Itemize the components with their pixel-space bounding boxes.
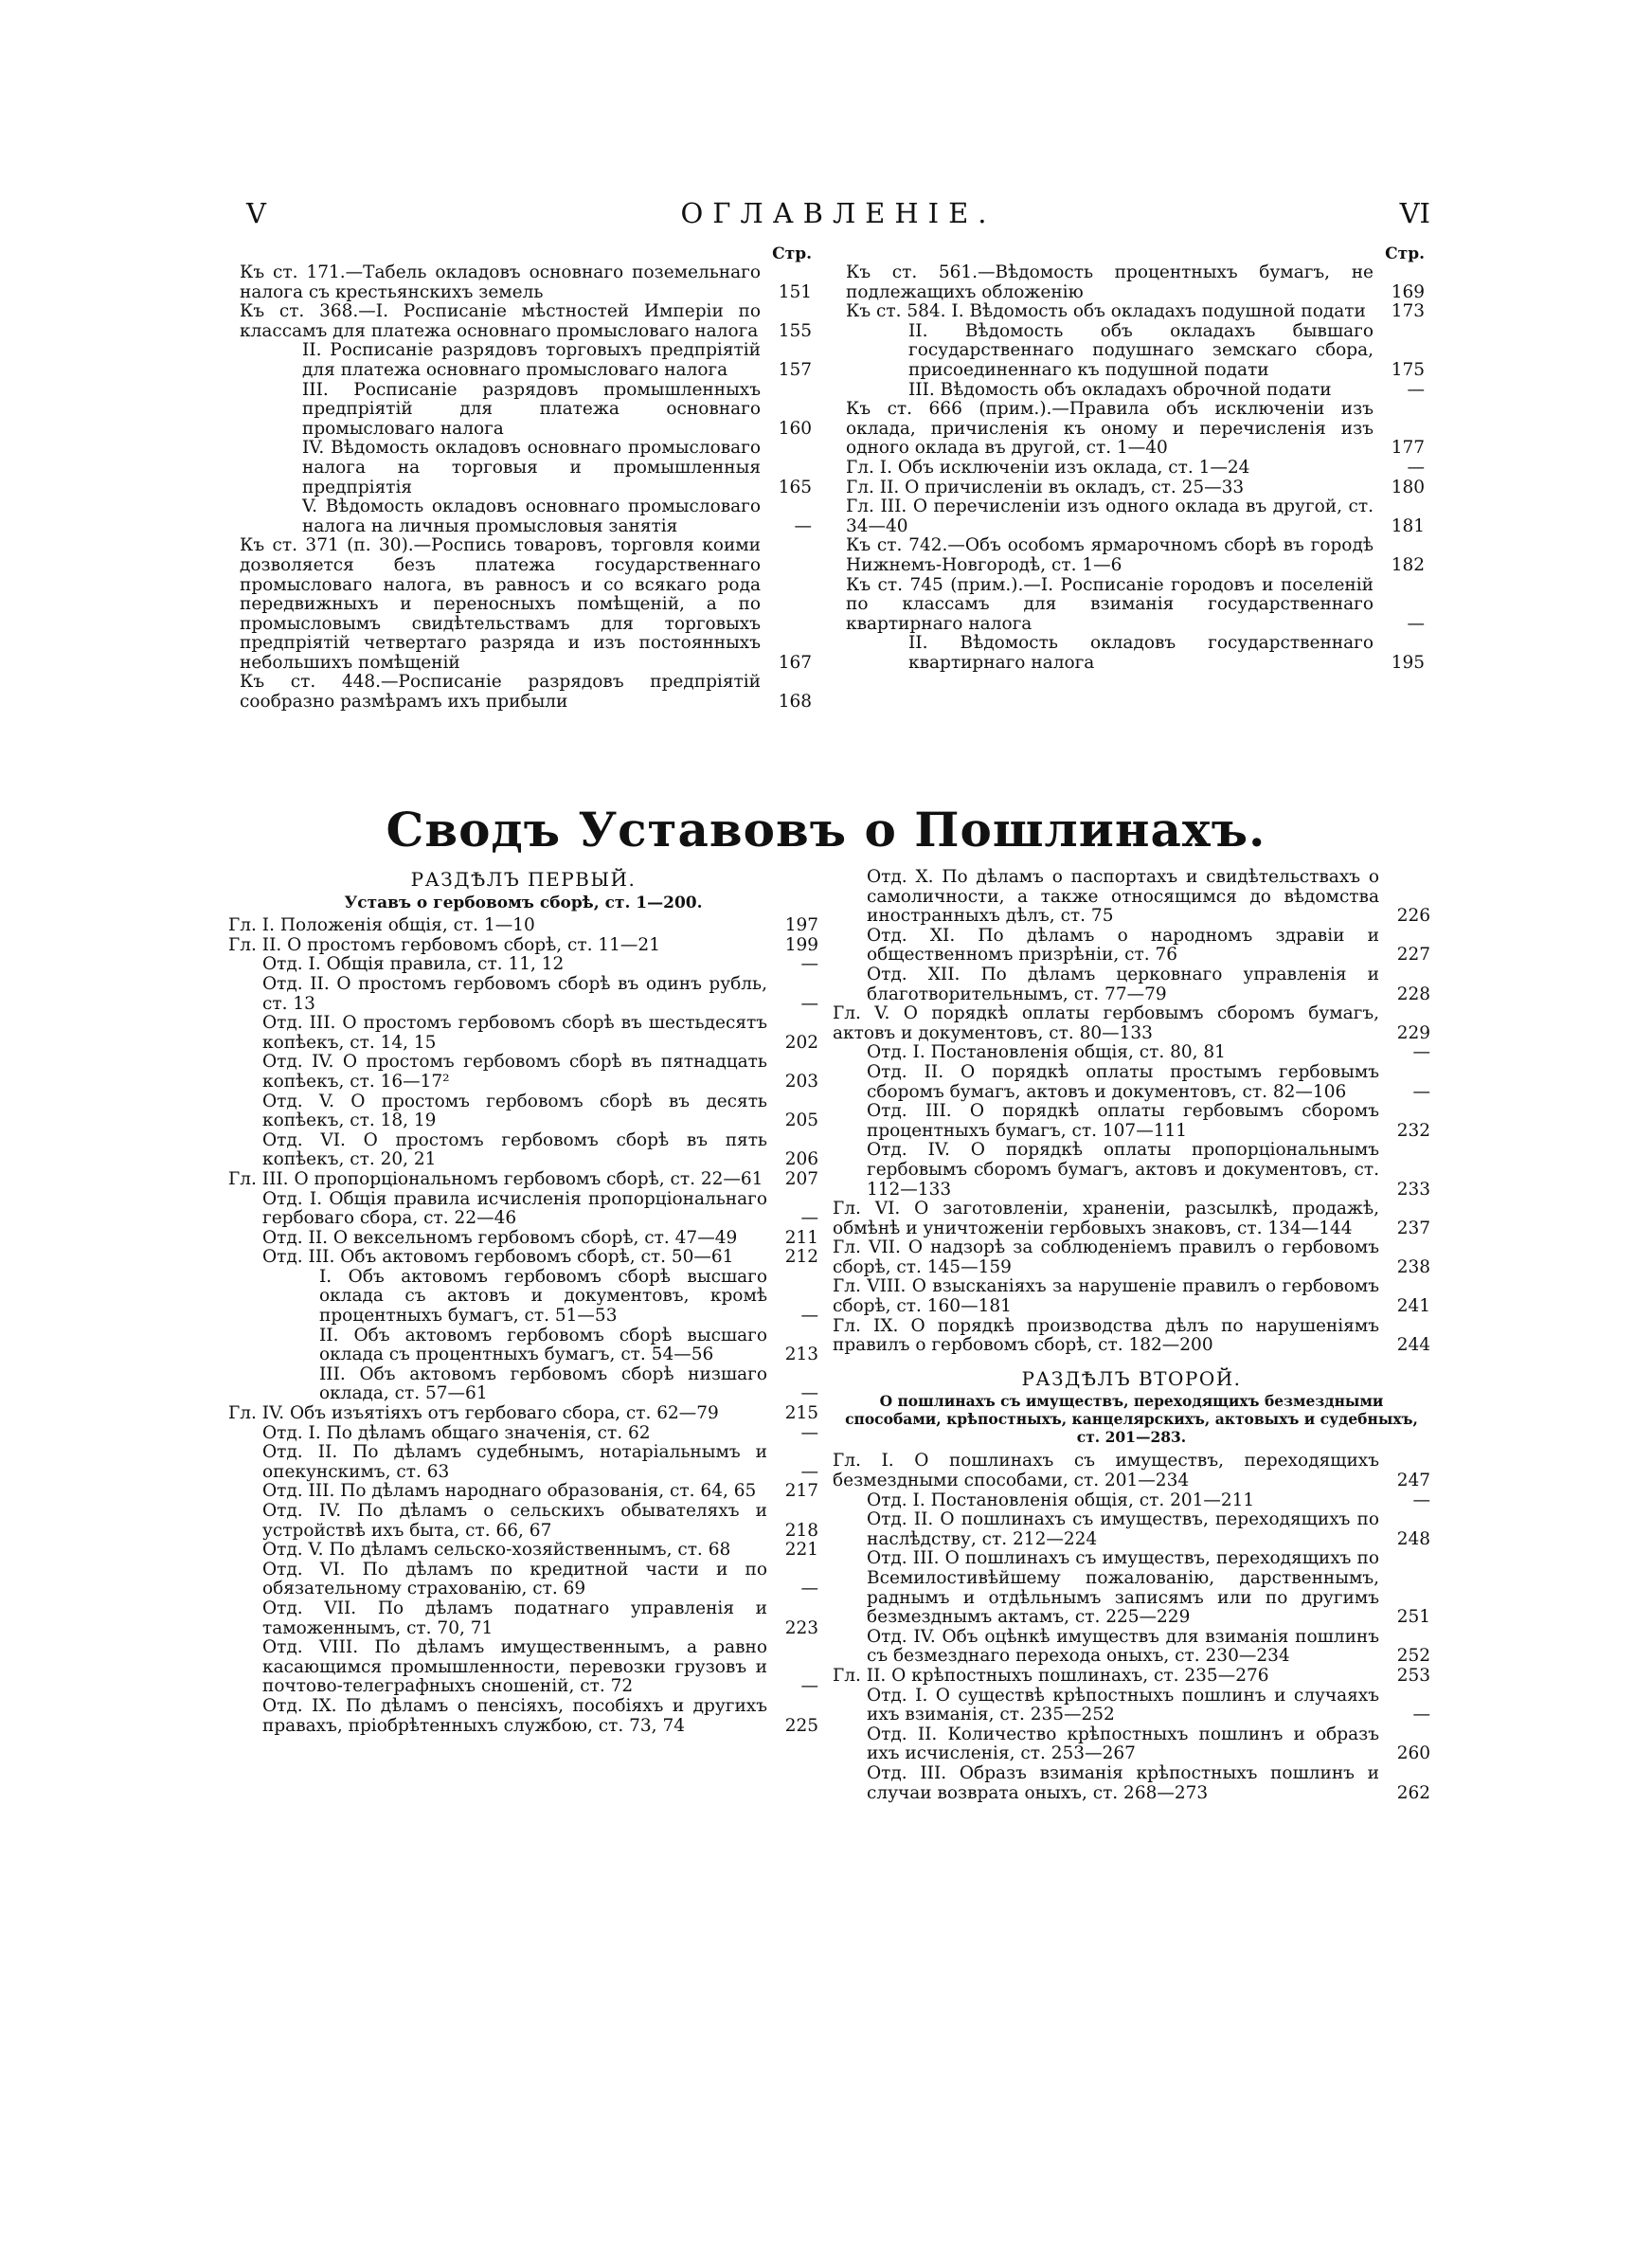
toc-entry xyxy=(240,536,812,673)
toc-entry xyxy=(240,673,812,712)
page-column-label: Стр. xyxy=(772,244,812,263)
page-number-right: VI xyxy=(1399,197,1430,229)
toc-entry-title: Отд. IV. Объ оцѣнкѣ имуществъ для взиманія пошлинъ съ безмезднаго перехода оныхъ, ст. 230—234 xyxy=(867,1626,1379,1667)
section-subtitle: О пошлинахъ съ имуществъ, переходящихъ безмездными способами, крѣпостныхъ, канцелярскихъ, актовыхъ и судебныхъ, ст. 201—283. xyxy=(845,1392,1418,1447)
toc-entry xyxy=(846,459,1425,478)
toc-entry-page: 195 xyxy=(1391,652,1425,673)
toc-entry-page: — xyxy=(1412,1042,1430,1063)
toc-entry-page: 169 xyxy=(1391,281,1425,302)
toc-entry-page: 180 xyxy=(1391,477,1425,497)
toc-entry-page: 168 xyxy=(778,692,812,713)
toc-entry-page: 207 xyxy=(784,1168,818,1189)
toc-entry xyxy=(833,1063,1430,1102)
toc-entry xyxy=(833,1004,1430,1043)
toc-entry-page: 199 xyxy=(784,934,818,955)
toc-entry xyxy=(228,1502,818,1541)
toc-entry xyxy=(228,1443,818,1482)
toc-entry xyxy=(228,955,818,975)
toc-entry-page: 177 xyxy=(1391,438,1425,459)
toc-entry xyxy=(228,936,818,956)
toc-entry-title: Отд. IV. По дѣламъ о сельскихъ обывателяхъ и устройствѣ ихъ быта, ст. 66, 67 xyxy=(262,1501,767,1541)
toc-entry xyxy=(833,1687,1430,1725)
toc-entry-title: Гл. III. О перечисленіи изъ одного оклада въ другой, ст. 34—40 xyxy=(846,497,1374,536)
toc-entry xyxy=(228,1424,818,1444)
toc-entry-page: — xyxy=(1412,1490,1430,1510)
toc-entry xyxy=(228,1638,818,1697)
toc-entry xyxy=(833,1452,1430,1490)
toc-entry xyxy=(228,1229,818,1249)
toc-entry xyxy=(228,1482,818,1502)
toc-list xyxy=(833,868,1430,1356)
toc-entry-title: II. Объ актовомъ гербовомъ сборѣ высшаго оклада съ процентныхъ бумагъ, ст. 54—56 xyxy=(319,1325,767,1365)
toc-entry-page: 238 xyxy=(1396,1256,1430,1277)
toc-entry xyxy=(846,576,1425,635)
toc-entry-title: Отд. V. О простомъ гербовомъ сборѣ въ десять копѣекъ, ст. 18, 19 xyxy=(262,1091,767,1131)
toc-entry xyxy=(228,1365,818,1404)
toc-entry-title: V. Вѣдомость окладовъ основнаго промысловаго налога на личныя промысловыя занятія xyxy=(302,497,761,536)
toc-entry-title: Отд. I. Общія правила исчисленія пропорціональнаго гербоваго сбора, ст. 22—46 xyxy=(262,1188,767,1229)
toc-entry-title: Отд. II. О простомъ гербовомъ сборѣ въ одинъ рубль, ст. 13 xyxy=(262,973,767,1014)
toc-entry xyxy=(833,1628,1430,1667)
page-number-left: V xyxy=(246,197,266,229)
toc-entry xyxy=(240,439,812,497)
toc-entry-page: 211 xyxy=(784,1227,818,1248)
toc-entry xyxy=(846,536,1425,575)
toc-entry xyxy=(846,381,1425,401)
toc-entry-title: Гл. II. О причисленіи въ окладъ, ст. 25—33 xyxy=(846,477,1245,497)
toc-entry-title: II. Росписаніе разрядовъ торговыхъ предпріятій для платежа основнаго промысловаго налога xyxy=(302,340,761,380)
toc-entry-title: Гл. VI. О заготовленіи, храненіи, разсылкѣ, продажѣ, обмѣнѣ и уничтоженіи гербовыхъ знаковъ, ст. 134—144 xyxy=(833,1199,1379,1238)
toc-entry-title: Отд. VII. По дѣламъ податнаго управленія и таможеннымъ, ст. 70, 71 xyxy=(262,1598,767,1638)
toc-entry-page: 223 xyxy=(784,1617,818,1638)
toc-entry-title: Къ ст. 448.—Росписаніе разрядовъ предпріятій сообразно размѣрамъ ихъ прибыли xyxy=(240,672,761,713)
toc-entry-title: Отд. II. Количество крѣпостныхъ пошлинъ и образъ ихъ исчисленія, ст. 253—267 xyxy=(867,1724,1379,1764)
toc-entry-page: 157 xyxy=(778,359,812,380)
toc-entry xyxy=(833,1043,1430,1063)
toc-entry-title: III. Объ актовомъ гербовомъ сборѣ низшаго оклада, ст. 57—61 xyxy=(319,1363,767,1404)
toc-entry-title: Къ ст. 371 (п. 30).—Роспись товаровъ, торговля коими дозволяется безъ платежа государственнаго промысловаго налога, въ равносъ и со всякаго рода передвижныхъ и переносныхъ помѣщеній, а по промысловымъ свидѣтельствамъ для торговыхъ предпріятій четвертаго разряда и изъ постоянныхъ небольшихъ помѣщеній xyxy=(240,535,761,673)
toc-entry-page: — xyxy=(800,1208,818,1229)
toc-entry-title: Отд. IV. О порядкѣ оплаты пропорціональнымъ гербовымъ сборомъ бумагъ, актовъ и документовъ, ст. 112—133 xyxy=(867,1140,1379,1200)
toc-entry-page: 247 xyxy=(1396,1471,1430,1491)
toc-entry xyxy=(833,966,1430,1004)
toc-entry xyxy=(833,1317,1430,1356)
toc-entry-title: Отд. I. Постановленія общія, ст. 80, 81 xyxy=(867,1042,1226,1063)
toc-entry-page: 253 xyxy=(1396,1665,1430,1686)
toc-entry-title: IV. Вѣдомость окладовъ основнаго промысловаго налога на торговыя и промышленныя предпріятія xyxy=(302,438,761,497)
toc-list xyxy=(240,263,812,713)
toc-entry-page: 215 xyxy=(784,1403,818,1424)
toc-entry xyxy=(240,302,812,341)
toc-entry xyxy=(833,1491,1430,1511)
toc-entry-title: Отд. IX. По дѣламъ о пенсіяхъ, пособіяхъ и другихъ правахъ, пріобрѣтенныхъ службою, ст. 73, 74 xyxy=(262,1695,767,1736)
toc-entry-title: III. Росписаніе разрядовъ промышленныхъ предпріятій для платежа основнаго промысловаго налога xyxy=(302,379,761,439)
toc-entry-page: — xyxy=(1407,613,1425,634)
toc-entry xyxy=(833,1510,1430,1549)
toc-entry xyxy=(228,1697,818,1736)
toc-entry-title: III. Вѣдомость объ окладахъ оброчной подати xyxy=(908,379,1332,400)
section-subtitle: Уставъ о гербовомъ сборѣ, ст. 1—200. xyxy=(344,893,703,912)
header-title: ОГЛАВЛЕНІЕ. xyxy=(680,197,997,229)
toc-entry xyxy=(846,634,1425,673)
toc-entry-page: 227 xyxy=(1396,945,1430,966)
toc-entry xyxy=(846,263,1425,302)
toc-entry-page: — xyxy=(800,954,818,975)
toc-entry-page: — xyxy=(800,1383,818,1404)
toc-entry-title: Отд. I. Общія правила, ст. 11, 12 xyxy=(262,954,565,975)
toc-entry-title: Гл. I. Положенія общія, ст. 1—10 xyxy=(228,915,535,936)
toc-entry-title: Отд. II. О порядкѣ оплаты простымъ гербовымъ сборомъ бумагъ, актовъ и документовъ, ст. 82—106 xyxy=(867,1061,1379,1102)
toc-entry xyxy=(846,302,1425,322)
toc-entry-title: Отд. III. Объ актовомъ гербовомъ сборѣ, ст. 50—61 xyxy=(262,1247,734,1268)
toc-entry-page: 221 xyxy=(784,1540,818,1561)
toc-entry-title: I. Объ актовомъ гербовомъ сборѣ высшаго оклада съ актовъ и документовъ, кромѣ процентныхъ бумагъ, ст. 51—53 xyxy=(319,1266,767,1327)
toc-column-top-right xyxy=(846,244,1425,673)
toc-entry-title: Отд. I. По дѣламъ общаго значенія, ст. 62 xyxy=(262,1422,651,1443)
page-column-label: Стр. xyxy=(1385,244,1425,263)
toc-entry-page: — xyxy=(1407,379,1425,400)
toc-entry-title: II. Вѣдомость окладовъ государственнаго квартирнаго налога xyxy=(908,633,1374,673)
toc-entry xyxy=(228,1268,818,1327)
toc-entry xyxy=(228,1014,818,1053)
toc-entry-page: — xyxy=(794,515,812,536)
toc-entry xyxy=(228,916,818,936)
toc-entry-page: 160 xyxy=(778,418,812,439)
toc-entry xyxy=(240,381,812,440)
toc-entry-page: 252 xyxy=(1396,1646,1430,1667)
toc-list xyxy=(846,263,1425,673)
toc-entry-title: Отд. II. По дѣламъ судебнымъ, нотаріальнымъ и опекунскимъ, ст. 63 xyxy=(262,1442,767,1482)
toc-entry-title: Отд. III. О порядкѣ оплаты гербовымъ сборомъ процентныхъ бумагъ, ст. 107—111 xyxy=(867,1101,1379,1141)
toc-entry-title: Отд. VI. О простомъ гербовомъ сборѣ въ пять копѣекъ, ст. 20, 21 xyxy=(262,1129,767,1170)
toc-entry xyxy=(228,1404,818,1424)
toc-entry-page: — xyxy=(800,1422,818,1443)
toc-entry xyxy=(228,1248,818,1268)
toc-entry-title: Гл. IX. О порядкѣ производства дѣлъ по нарушеніямъ правилъ о гербовомъ сборѣ, ст. 182—200 xyxy=(833,1315,1379,1356)
toc-entry-page: — xyxy=(1412,1705,1430,1725)
toc-entry-page: — xyxy=(1412,1081,1430,1102)
toc-entry-page: 181 xyxy=(1391,515,1425,536)
toc-entry xyxy=(228,1327,818,1365)
toc-entry-page: 251 xyxy=(1396,1607,1430,1628)
toc-entry xyxy=(846,322,1425,381)
toc-entry xyxy=(228,975,818,1014)
toc-entry-page: 203 xyxy=(784,1071,818,1092)
toc-entry-title: Отд. VI. По дѣламъ по кредитной части и по обязательному страхованію, ст. 69 xyxy=(262,1559,767,1599)
toc-entry-title: Гл. III. О пропорціональномъ гербовомъ сборѣ, ст. 22—61 xyxy=(228,1168,763,1189)
running-header xyxy=(246,197,1430,235)
toc-entry-title: Къ ст. 742.—Объ особомъ ярмарочномъ сборѣ въ городѣ Нижнемъ-Новгородѣ, ст. 1—6 xyxy=(846,535,1374,575)
toc-entry xyxy=(833,1764,1430,1803)
toc-entry-page: 202 xyxy=(784,1032,818,1053)
toc-entry xyxy=(833,1277,1430,1316)
toc-entry xyxy=(833,1725,1430,1764)
toc-entry-title: Отд. XI. По дѣламъ о народномъ здравіи и общественномъ призрѣніи, ст. 76 xyxy=(867,925,1379,966)
toc-entry-page: 225 xyxy=(784,1715,818,1736)
toc-column-bottom-left xyxy=(228,868,818,1736)
toc-entry-title: Къ ст. 745 (прим.).—I. Росписаніе городовъ и поселеній по классамъ для взиманія государственнаго квартирнаго налога xyxy=(846,574,1374,634)
toc-entry-page: 182 xyxy=(1391,554,1425,575)
toc-list xyxy=(833,1452,1430,1803)
toc-entry-page: — xyxy=(1407,457,1425,478)
toc-entry-page: 151 xyxy=(778,281,812,302)
toc-entry xyxy=(833,1238,1430,1277)
toc-entry-page: 226 xyxy=(1396,906,1430,927)
toc-entry-page: 206 xyxy=(784,1149,818,1170)
toc-entry xyxy=(240,263,812,302)
toc-entry xyxy=(846,497,1425,536)
toc-column-bottom-right xyxy=(833,868,1430,1803)
toc-entry-title: Гл. I. О пошлинахъ съ имуществъ, переходящихъ безмездными способами, ст. 201—234 xyxy=(833,1451,1379,1491)
toc-entry-title: Отд. IV. О простомъ гербовомъ сборѣ въ пятнадцать копѣекъ, ст. 16—17² xyxy=(262,1052,767,1092)
toc-entry-title: Отд. III. По дѣламъ народнаго образованія, ст. 64, 65 xyxy=(262,1481,757,1502)
toc-list xyxy=(228,916,818,1736)
toc-entry-page: 205 xyxy=(784,1110,818,1131)
toc-entry-title: Отд. III. О простомъ гербовомъ сборѣ въ шестьдесятъ копѣекъ, ст. 14, 15 xyxy=(262,1013,767,1053)
toc-entry-title: Къ ст. 584. I. Вѣдомость объ окладахъ подушной подати xyxy=(846,301,1366,322)
toc-entry xyxy=(228,1599,818,1638)
toc-entry-title: Гл. VII. О надзорѣ за соблюденіемъ правилъ о гербовомъ сборѣ, ст. 145—159 xyxy=(833,1237,1379,1277)
toc-entry-page: 212 xyxy=(784,1247,818,1268)
toc-entry-title: II. Вѣдомость объ окладахъ бывшаго государственнаго подушнаго земскаго сбора, присоединеннаго къ подушной подати xyxy=(908,320,1374,380)
toc-entry xyxy=(228,1190,818,1229)
toc-entry-page: 173 xyxy=(1391,301,1425,322)
toc-entry-title: Отд. III. О пошлинахъ съ имуществъ, переходящихъ по Всемилостивѣйшему пожалованію, дарственнымъ, раднымъ и отдѣльнымъ записямъ или по другимъ безмезднымъ актамъ, ст. 225—229 xyxy=(867,1548,1379,1628)
toc-entry-page: 260 xyxy=(1396,1743,1430,1764)
toc-entry-page: — xyxy=(800,993,818,1014)
toc-entry xyxy=(833,1667,1430,1687)
toc-entry xyxy=(833,868,1430,927)
toc-entry-title: Къ ст. 368.—I. Росписаніе мѣстностей Имперіи по классамъ для платежа основнаго промысловаго налога xyxy=(240,301,761,341)
toc-entry xyxy=(240,497,812,536)
toc-entry-title: Къ ст. 171.—Табель окладовъ основнаго поземельнаго налога съ крестьянскихъ земель xyxy=(240,262,761,302)
toc-entry-page: — xyxy=(800,1676,818,1697)
toc-entry xyxy=(833,1141,1430,1200)
toc-entry xyxy=(228,1541,818,1561)
toc-entry-title: Отд. VIII. По дѣламъ имущественнымъ, а равно касающимся промышленности, перевозки грузовъ и почтово-телеграфныхъ сношеній, ст. 72 xyxy=(262,1637,767,1697)
toc-entry-page: 241 xyxy=(1396,1296,1430,1317)
toc-entry-title: Гл. I. Объ исключеніи изъ оклада, ст. 1—24 xyxy=(846,457,1250,478)
toc-entry xyxy=(228,1561,818,1599)
toc-entry-title: Отд. I. О существѣ крѣпостныхъ пошлинъ и случаяхъ ихъ взиманія, ст. 235—252 xyxy=(867,1685,1379,1725)
toc-entry xyxy=(833,1102,1430,1141)
toc-entry xyxy=(846,478,1425,498)
toc-entry-page: 237 xyxy=(1396,1218,1430,1238)
toc-entry-page: 167 xyxy=(778,652,812,673)
toc-entry xyxy=(228,1131,818,1170)
toc-entry-title: Отд. II. О вексельномъ гербовомъ сборѣ, ст. 47—49 xyxy=(262,1227,738,1248)
toc-entry-page: 217 xyxy=(784,1481,818,1502)
toc-entry xyxy=(846,400,1425,459)
toc-entry-page: 155 xyxy=(778,320,812,341)
toc-entry-title: Отд. V. По дѣламъ сельско-хозяйственнымъ, ст. 68 xyxy=(262,1540,731,1561)
book-title: Сводъ Уставовъ о Пошлинахъ. xyxy=(386,802,1266,858)
toc-entry-title: Гл. II. О крѣпостныхъ пошлинахъ, ст. 235—276 xyxy=(833,1665,1269,1686)
toc-entry-title: Къ ст. 561.—Вѣдомость процентныхъ бумагъ, не подлежащихъ обложенію xyxy=(846,262,1374,302)
toc-entry-page: 248 xyxy=(1396,1528,1430,1549)
section-title: РАЗДѢЛЪ ВТОРОЙ. xyxy=(1021,1366,1242,1390)
toc-entry-page: 244 xyxy=(1396,1335,1430,1356)
toc-entry xyxy=(833,927,1430,966)
toc-entry-page: 213 xyxy=(784,1345,818,1365)
toc-entry-title: Отд. X. По дѣламъ о паспортахъ и свидѣтельствахъ о самоличности, а также относящимся до вѣдомства иностранныхъ дѣлъ, ст. 75 xyxy=(867,867,1379,927)
toc-entry-page: 229 xyxy=(1396,1022,1430,1043)
toc-entry-page: 197 xyxy=(784,915,818,936)
toc-entry xyxy=(228,1053,818,1092)
toc-entry-page: 175 xyxy=(1391,359,1425,380)
toc-entry-title: Отд. I. Постановленія общія, ст. 201—211 xyxy=(867,1490,1255,1510)
toc-entry-page: 165 xyxy=(778,477,812,497)
toc-entry-page: — xyxy=(800,1306,818,1327)
toc-entry-title: Гл. IV. Объ изъятіяхъ отъ гербоваго сбора, ст. 62—79 xyxy=(228,1403,719,1424)
toc-entry xyxy=(833,1549,1430,1627)
toc-entry-page: 233 xyxy=(1396,1179,1430,1200)
toc-entry-title: Отд. XII. По дѣламъ церковнаго управленія и благотворительнымъ, ст. 77—79 xyxy=(867,964,1379,1004)
toc-entry-title: Отд. III. Образъ взиманія крѣпостныхъ пошлинъ и случаи возврата оныхъ, ст. 268—273 xyxy=(867,1762,1379,1803)
toc-entry-title: Гл. V. О порядкѣ оплаты гербовымъ сборомъ бумагъ, актовъ и документовъ, ст. 80—133 xyxy=(833,1003,1379,1043)
toc-entry-title: Отд. II. О пошлинахъ съ имуществъ, переходящихъ по наслѣдству, ст. 212—224 xyxy=(867,1509,1379,1549)
toc-entry-page: 228 xyxy=(1396,984,1430,1004)
toc-entry xyxy=(228,1092,818,1131)
toc-entry-page: 232 xyxy=(1396,1120,1430,1141)
toc-entry-title: Гл. II. О простомъ гербовомъ сборѣ, ст. 11—21 xyxy=(228,934,660,955)
toc-entry xyxy=(833,1200,1430,1238)
toc-entry-title: Гл. VIII. О взысканіяхъ за нарушеніе правилъ о гербовомъ сборѣ, ст. 160—181 xyxy=(833,1276,1379,1317)
toc-entry xyxy=(240,341,812,380)
toc-entry-title: Къ ст. 666 (прим.).—Правила объ исключеніи изъ оклада, причисленія къ оному и перечисленія изъ одного оклада въ другой, ст. 1—40 xyxy=(846,399,1374,459)
toc-entry-page: 218 xyxy=(784,1520,818,1541)
toc-entry-page: 262 xyxy=(1396,1782,1430,1803)
toc-entry-page: — xyxy=(800,1461,818,1482)
toc-column-top-left xyxy=(240,244,812,713)
toc-entry-page: — xyxy=(800,1579,818,1599)
section-title: РАЗДѢЛЪ ПЕРВЫЙ. xyxy=(410,868,637,891)
toc-entry xyxy=(228,1170,818,1190)
